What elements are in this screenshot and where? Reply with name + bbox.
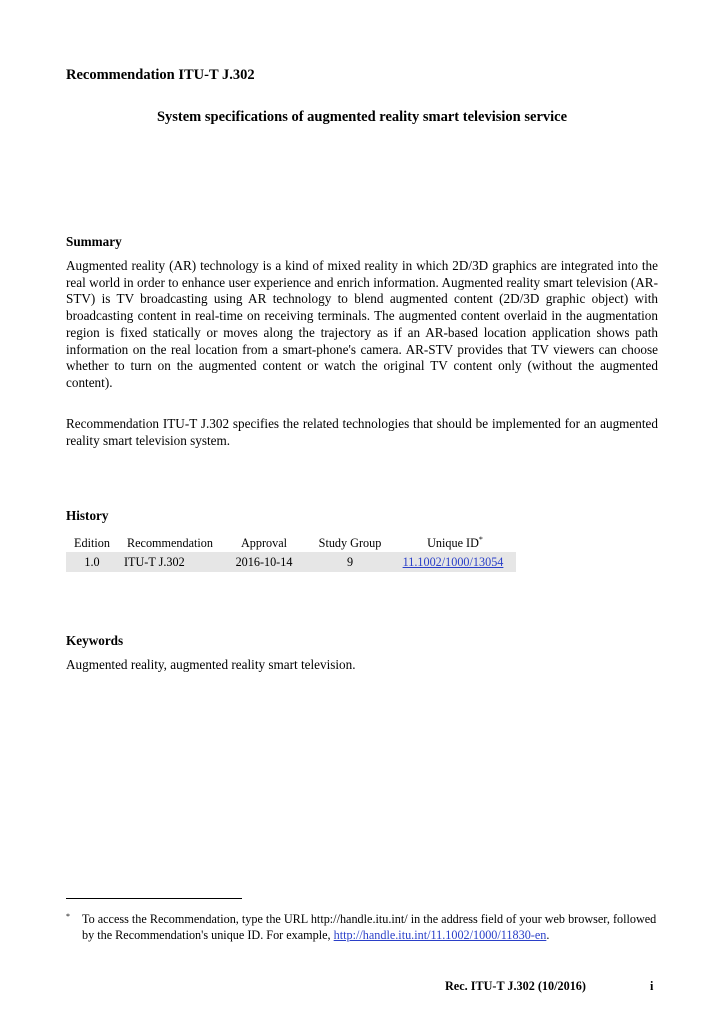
col-recommendation: Recommendation [127, 535, 213, 550]
col-approval: Approval [240, 535, 288, 550]
col-unique-id [394, 534, 516, 552]
footer-label: Rec. ITU-T J.302 (10/2016) [445, 979, 586, 993]
col-study-group: Study Group [318, 535, 382, 550]
history-heading: History [66, 508, 109, 523]
page-number: i [650, 979, 654, 993]
cell-edition: 1.0 [84, 554, 100, 569]
footnote-mark: * [66, 912, 70, 921]
col-edition: Edition [74, 535, 110, 550]
summary-heading: Summary [66, 234, 122, 249]
keywords-heading: Keywords [66, 633, 124, 648]
history-table-header [66, 534, 516, 552]
footnote-body: To access the Recommendation, type the URL http://handle.itu.int/ in the address field of your web browser, followed by the Recommendation's unique ID. For example, [82, 912, 657, 942]
history-table [66, 534, 516, 572]
unique-id-footnote-mark: * [478, 534, 483, 544]
cell-unique-id [394, 552, 516, 572]
footnote-divider [66, 898, 242, 899]
footnote-end: . [546, 928, 550, 942]
footnote-text [82, 911, 658, 943]
keywords-text: Augmented reality, augmented reality smart television. [66, 657, 356, 672]
cell-study-group: 9 [346, 554, 354, 569]
document-title: System specifications of augmented reality smart television service [156, 109, 568, 125]
summary-paragraph-1: Augmented reality (AR) technology is a kind of mixed reality in which 2D/3D graphics are integrated into the real world in order to enhance user experience and enrich information. Augmented reality smart television (AR-STV) is TV broadcasting using AR technology to blend augmented content (2D/3D graphic object) with broadcasting content in real-time on receiving terminals. The augmented content overlaid in the augmentation region is fixed statically or moves along the trajectory as if an AR-based location application shows path information on the real location from a smart-phone's camera. AR-STV provides that TV viewers can choose whether to turn on the augmented content or watch the original TV content only (without the augmented content). [66, 258, 658, 390]
recommendation-title: Recommendation ITU-T J.302 [66, 67, 255, 83]
summary-paragraph-2: Recommendation ITU-T J.302 specifies the related technologies that should be implemented for an augmented reality smart television system. [66, 416, 658, 448]
col-unique-id-label: Unique ID [427, 535, 479, 550]
unique-id-link[interactable]: 11.1002/1000/13054 [402, 554, 504, 569]
footnote-link[interactable]: http://handle.itu.int/11.1002/1000/11830-en [333, 928, 547, 942]
cell-approval: 2016-10-14 [235, 554, 293, 569]
table-row [66, 552, 516, 572]
cell-recommendation: ITU-T J.302 [124, 554, 185, 569]
